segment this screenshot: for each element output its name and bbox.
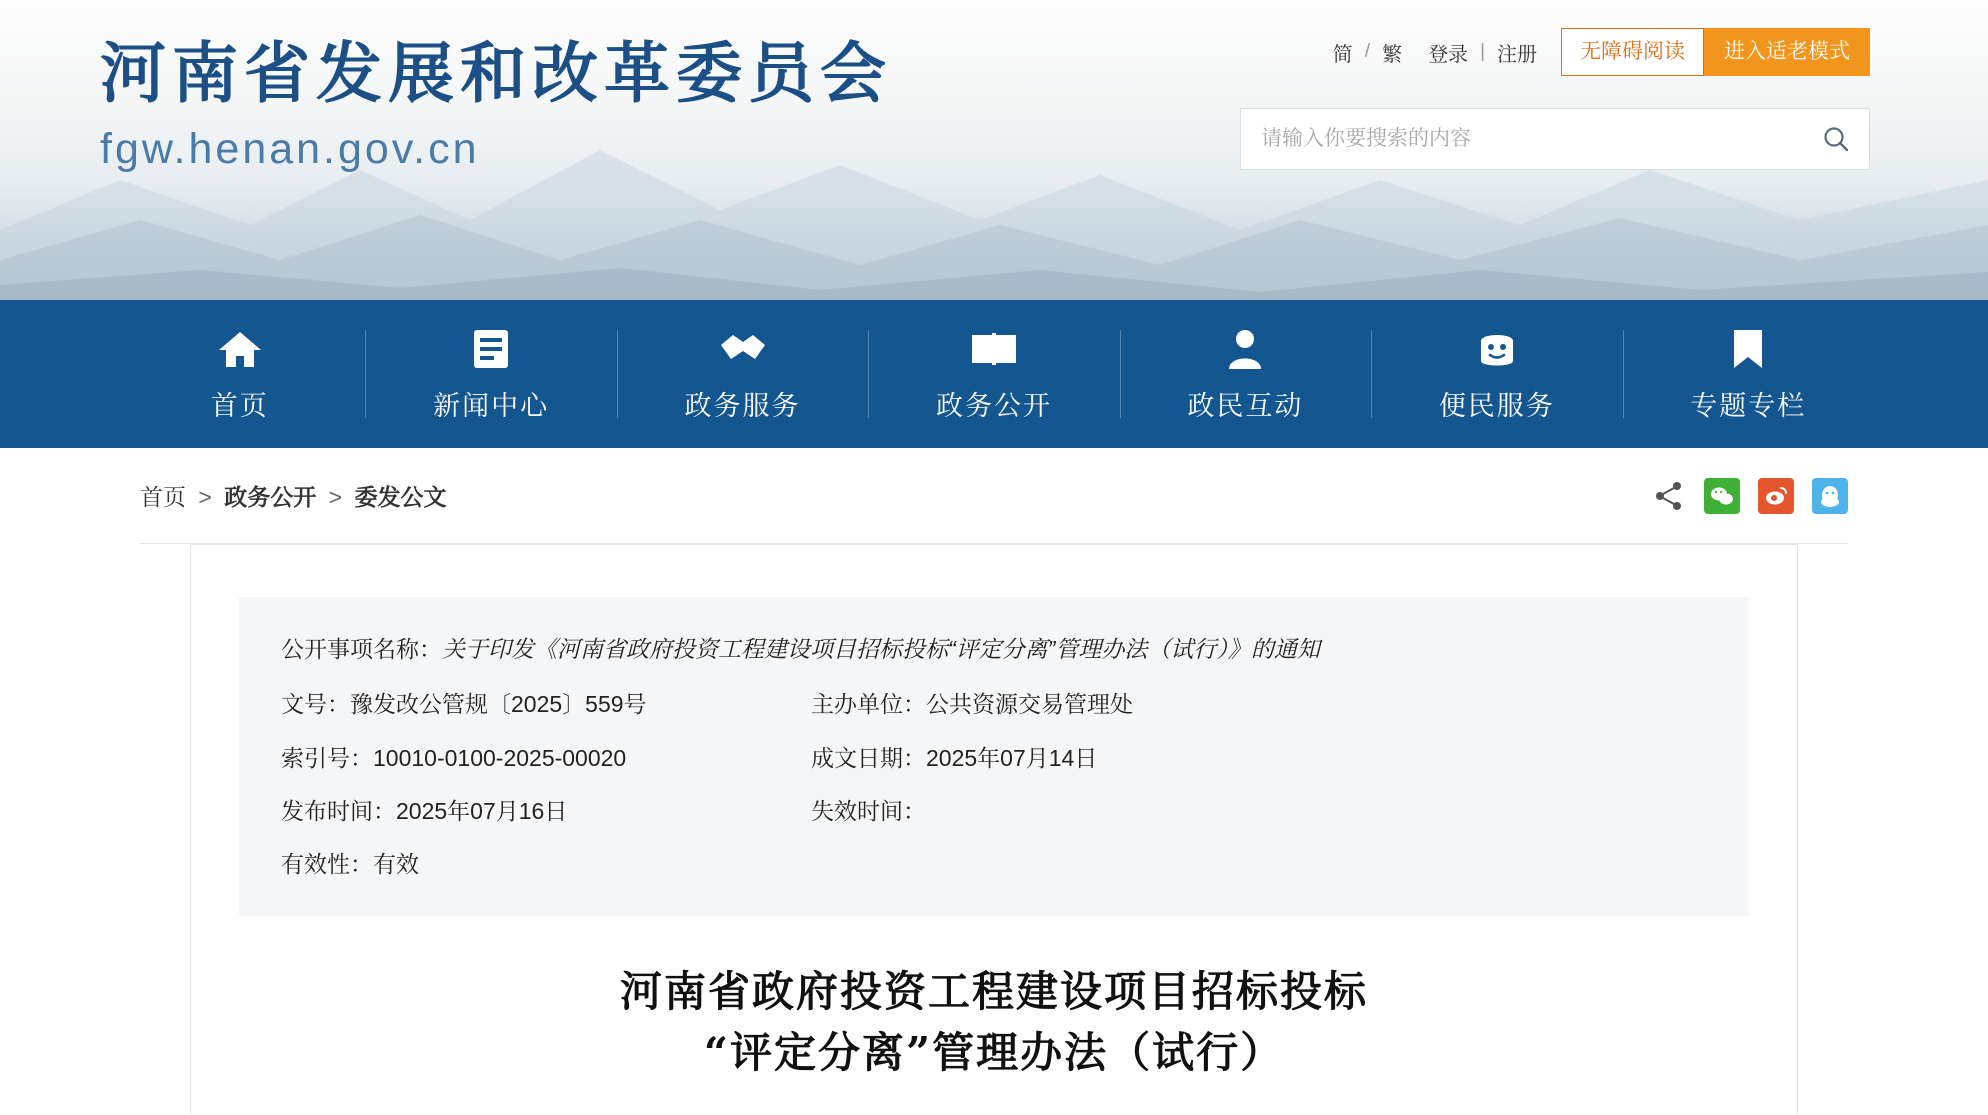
- register-link[interactable]: 注册: [1497, 43, 1537, 66]
- site-search[interactable]: [1240, 108, 1870, 170]
- meta-docno-label: 文号：: [281, 691, 350, 718]
- breadcrumb-home[interactable]: 首页: [140, 484, 186, 510]
- search-button[interactable]: [1803, 109, 1869, 169]
- nav-item-convenience[interactable]: [1371, 322, 1622, 426]
- document-title-line1: 河南省政府投资工程建设项目招标投标: [619, 966, 1368, 1016]
- meta-name-value: 关于印发《河南省政府投资工程建设项目招标投标“评定分离”管理办法（试行）》的通知: [442, 636, 1320, 662]
- meta-host-label: 主办单位：: [811, 691, 926, 718]
- nav-item-special-topics[interactable]: [1623, 322, 1874, 426]
- person-icon: [1225, 326, 1265, 372]
- nav-item-home[interactable]: [114, 322, 365, 426]
- meta-host-value: 公共资源交易管理处: [926, 691, 1133, 718]
- bookmark-icon: [1730, 326, 1766, 372]
- breadcrumb-separator-1: >: [198, 484, 212, 510]
- search-input[interactable]: [1241, 109, 1803, 169]
- lang-simplified-link[interactable]: 简: [1332, 43, 1353, 66]
- smiley-icon: [1475, 326, 1519, 372]
- meta-docno-value: 豫发改公管规〔2025〕559号: [350, 691, 647, 718]
- nav-label-interaction: 政民互动: [1187, 390, 1304, 421]
- meta-written-date: [811, 742, 1097, 775]
- meta-index-label: 索引号：: [281, 744, 373, 771]
- site-title: 河南省发展和改革委员会: [100, 36, 892, 110]
- nav-item-interaction[interactable]: [1120, 322, 1371, 426]
- breadcrumb: [140, 479, 446, 512]
- meta-docno: [281, 688, 811, 721]
- lang-separator: /: [1364, 41, 1371, 62]
- meta-index-value: 10010-0100-2025-00020: [373, 744, 627, 771]
- top-utility-links: [1327, 28, 1870, 76]
- meta-row-index-written: [281, 742, 1707, 775]
- meta-host: [811, 688, 1133, 721]
- breadcrumb-separator-2: >: [328, 484, 343, 510]
- meta-row-validity: [281, 848, 1707, 881]
- nav-item-gov-open[interactable]: [868, 322, 1119, 426]
- document-title: [239, 962, 1749, 1114]
- document-meta-box: [239, 597, 1749, 916]
- meta-validity: [281, 848, 811, 881]
- main-navigation: [0, 300, 1988, 448]
- nav-item-gov-service[interactable]: [617, 322, 868, 426]
- search-icon: [1820, 123, 1852, 155]
- meta-row-publish-expire: [281, 795, 1707, 828]
- news-icon: [471, 326, 511, 372]
- nav-label-gov-service: 政务服务: [684, 390, 801, 421]
- handshake-icon: [717, 326, 769, 372]
- nav-label-special-topics: 专题专栏: [1690, 390, 1807, 421]
- article-section: [0, 544, 1988, 1114]
- meta-written-label: 成文日期：: [811, 744, 926, 771]
- document-title-line2: “评定分离”管理办法（试行）: [703, 1027, 1285, 1077]
- site-header: [0, 0, 1988, 300]
- breadcrumb-level1[interactable]: 政务公开: [224, 484, 317, 510]
- meta-publish-date: [281, 795, 811, 828]
- nav-label-home: 首页: [210, 390, 269, 421]
- meta-publish-label: 发布时间：: [281, 798, 396, 825]
- breadcrumb-level2[interactable]: 委发公文: [354, 484, 447, 510]
- nav-item-news[interactable]: [365, 322, 616, 426]
- meta-written-value: 2025年07月14日: [926, 744, 1098, 771]
- share-qq-icon[interactable]: [1812, 478, 1848, 514]
- login-link[interactable]: 登录: [1428, 43, 1469, 66]
- home-icon: [217, 326, 263, 372]
- elder-mode-button[interactable]: 进入适老模式: [1704, 28, 1870, 76]
- meta-row-docno-host: [281, 688, 1707, 721]
- share-wechat-icon[interactable]: [1704, 478, 1740, 514]
- meta-name-row: [281, 633, 1707, 666]
- login-register-separator: |: [1480, 41, 1485, 62]
- meta-expire-label: 失效时间：: [811, 798, 926, 825]
- share-weibo-icon[interactable]: [1758, 478, 1794, 514]
- meta-publish-value: 2025年07月16日: [396, 798, 568, 825]
- accessible-reading-button[interactable]: 无障碍阅读: [1561, 28, 1704, 76]
- meta-expire-date: [811, 795, 926, 828]
- meta-validity-label: 有效性：: [281, 851, 373, 878]
- meta-name-label: 公开事项名称：: [281, 636, 442, 662]
- meta-index: [281, 742, 811, 775]
- share-bar: [1652, 478, 1848, 514]
- meta-validity-value: 有效: [373, 851, 419, 878]
- nav-label-gov-open: 政务公开: [935, 390, 1052, 421]
- nav-label-convenience: 便民服务: [1438, 390, 1555, 421]
- book-icon: [968, 326, 1020, 372]
- share-nodes-icon[interactable]: [1652, 479, 1686, 513]
- site-logo[interactable]: [100, 32, 892, 174]
- site-url: fgw.henan.gov.cn: [100, 124, 480, 173]
- breadcrumb-section: [0, 448, 1988, 544]
- lang-traditional-link[interactable]: 繁: [1382, 43, 1403, 66]
- nav-label-news: 新闻中心: [433, 390, 550, 421]
- article-card: [190, 544, 1798, 1114]
